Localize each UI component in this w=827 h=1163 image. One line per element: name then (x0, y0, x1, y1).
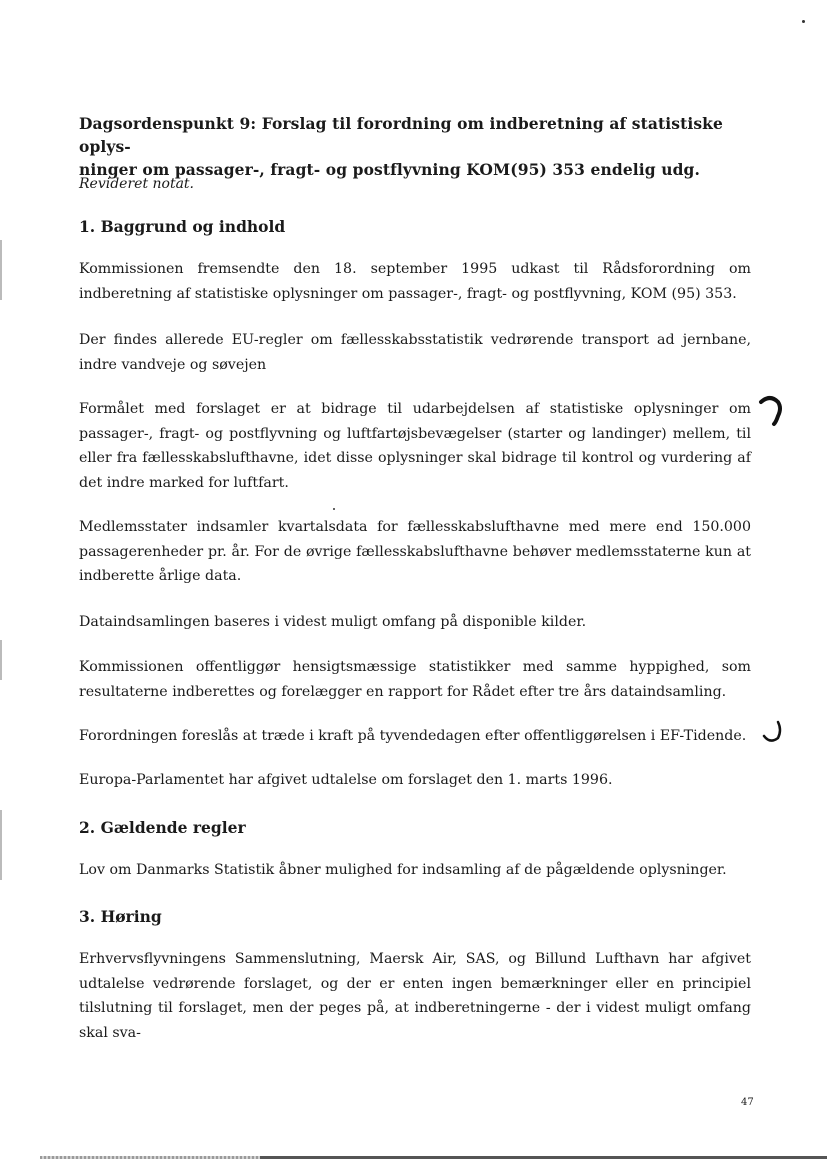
paragraph: Lov om Danmarks Statistik åbner mulighed for indsamling af de pågældende oplysninger. (79, 862, 727, 878)
scan-edge-mark (0, 240, 2, 300)
scan-edge-mark (0, 810, 2, 880)
paragraph: Kommissionen offentliggør hensigtsmæssige statistikker med samme hyppighed, som resultaterne indberettes og forelægger en rapport for Rådet efter tre års dataindsamling. (79, 659, 751, 700)
paragraph: Erhvervsflyvningens Sammenslutning, Maersk Air, SAS, og Billund Lufthavn har afgivet udtalelse vedrørende forslaget, og der er enten ingen bemærkninger eller en principiel tilslutning til forslaget, men der peges på, at indberetningerne - der i videst muligt omfang skal sva- (79, 951, 751, 1041)
section-heading-horing: 3. Høring (79, 907, 162, 926)
page-number: 47 (741, 1097, 754, 1108)
paragraph: Formålet med forslaget er at bidrage til udarbejdelsen af statistiske oplysninger om passager-, fragt- og postflyvning og luftfartøjsbevægelser (starter og landinger) mellem, til eller fra fællesskabslufthavne, idet disse oplysninger skal bidrage til kontrol og vurdering af det indre marked for luftfart. (79, 401, 751, 491)
binder-hole-mark-top (758, 394, 784, 428)
scan-speck (333, 508, 335, 510)
title-line-2: ninger om passager-, fragt- og postflyvning KOM(95) 353 endelig udg. (79, 160, 700, 179)
paragraph: Medlemsstater indsamler kvartalsdata for fællesskabslufthavne med mere end 150.000 passagerenheder pr. år. For de øvrige fællesskabslufthavne behøver medlemsstaterne kun at indberette årlige data. (79, 519, 751, 584)
scan-speck (802, 20, 805, 23)
paragraph: Kommissionen fremsendte den 18. september 1995 udkast til Rådsforordning om indberetning af statistiske oplysninger om passager-, fragt- og postflyvning, KOM (95) 353. (79, 261, 751, 302)
scan-bottom-edge-dark (260, 1156, 827, 1159)
document-title (79, 112, 759, 181)
paragraph: Der findes allerede EU-regler om fællesskabsstatistik vedrørende transport ad jernbane, indre vandveje og søvejen (79, 332, 751, 373)
document-subtitle: Revideret notat. (79, 176, 195, 192)
title-line-1: Dagsordenspunkt 9: Forslag til forordning om indberetning af statistiske oplys- (79, 114, 723, 156)
paragraph: Forordningen foreslås at træde i kraft på tyvendedagen efter offentliggørelsen i EF-Tidende. (79, 728, 747, 744)
section-heading-gaeldende-regler: 2. Gældende regler (79, 818, 246, 837)
binder-hole-mark-bottom (760, 718, 786, 746)
scan-edge-mark (0, 640, 2, 680)
paragraph: Dataindsamlingen baseres i videst muligt omfang på disponible kilder. (79, 614, 587, 630)
paragraph: Europa-Parlamentet har afgivet udtalelse om forslaget den 1. marts 1996. (79, 772, 613, 788)
section-heading-baggrund: 1. Baggrund og indhold (79, 217, 286, 236)
